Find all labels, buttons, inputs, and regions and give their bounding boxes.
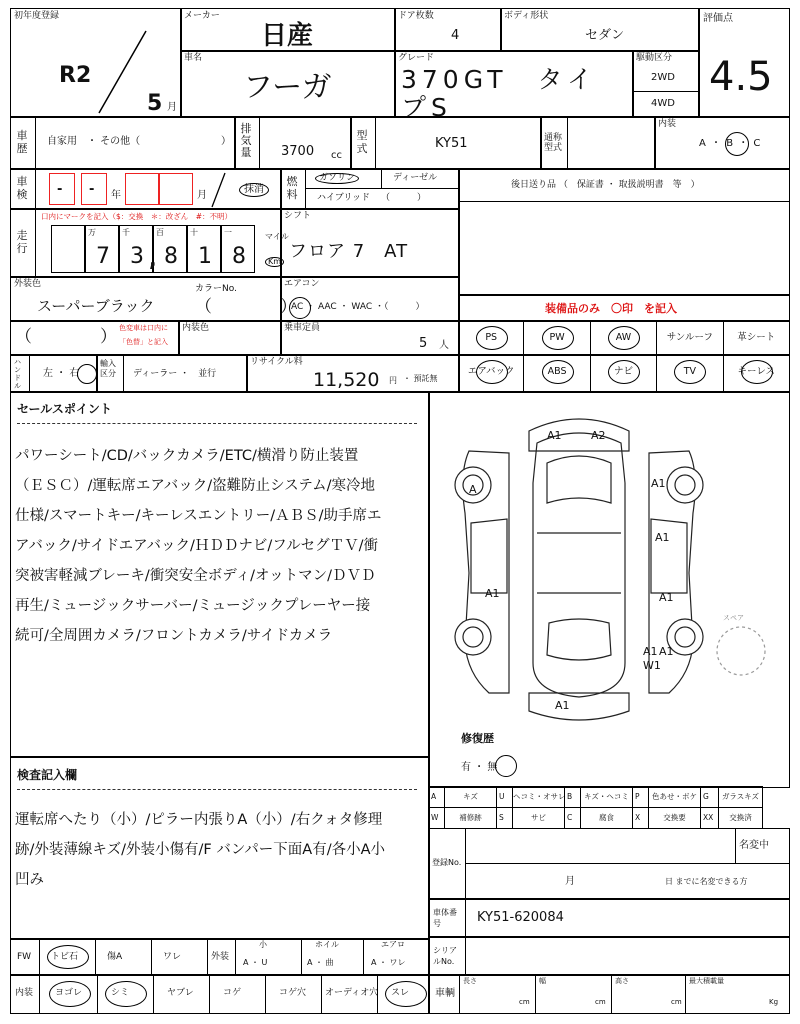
sales-point-line: 突被害軽減ブレーキ/衝突安全ボディ/オットマン/ＤＶＤ (15, 568, 376, 584)
shift-value: フロア 7 AT (289, 241, 409, 262)
fuel-hybrid: ハイブリッド (317, 193, 371, 203)
sales-point-line: 続可/全周囲カメラ/フロントカメラ/サイドカメラ (15, 628, 333, 644)
interior-grade-value: A ・ B ・ C (699, 138, 762, 149)
equipment-item: ナビ (613, 366, 633, 377)
mileage-box (10, 208, 289, 278)
displacement-value: 3700 (281, 144, 315, 159)
first-registration-box (10, 8, 182, 118)
doors-value: 4 (451, 28, 460, 43)
grade-label: グレード (398, 53, 435, 63)
documents-text: 後日送り品 （ 保証書 ・ 取扱説明書 等 ） (511, 180, 700, 190)
recycle-deposit: ・ 預託無 (403, 374, 438, 383)
model-value: KY51 (435, 136, 468, 151)
handle-box (10, 354, 98, 392)
sales-point-line: アバック/サイドエアバック/ＨＤＤナビ/フルセグＴＶ/衝 (15, 538, 379, 554)
ext-color-label: 外装色 (14, 279, 42, 289)
shift-label: シフト (284, 211, 312, 221)
inspection-note-line: 跡/外装薄線キズ/外装小傷有/F バンパー下面A有/各小A小 (15, 842, 386, 858)
maker-box (180, 8, 396, 52)
legend-desc: 色あせ・ボケ (648, 786, 701, 808)
equipment-item: PW (549, 332, 565, 343)
car-front-view (529, 419, 629, 451)
fuel-diesel: ディーゼル (393, 173, 438, 183)
aircon-label: エアコン (284, 279, 320, 289)
equipment-item: ABS (547, 366, 567, 377)
handle-value: 左 ・ 右 (43, 368, 80, 379)
maker-label: メーカー (184, 11, 220, 21)
equipment-header-box (458, 294, 790, 322)
inspection-note-line: 運転席へたり（小）/ピラー内張りA（小）/右クォタ修理 (15, 812, 383, 828)
legend-code: X (632, 807, 649, 829)
equipment-cell (656, 320, 723, 356)
model-label: 型式 (356, 129, 368, 155)
equipment-cell (656, 354, 723, 392)
common-model-box (540, 116, 656, 170)
inspection-notes-text (15, 805, 427, 895)
legend-desc: 腐食 (580, 807, 633, 829)
odometer-place-label: 万 (88, 228, 96, 237)
legend-code: B (564, 786, 581, 808)
serial-label: シリアルNo. (433, 946, 457, 966)
legend-code: A (428, 786, 445, 808)
color-change-box: （ ） 色変車は口内に 「色替」と記入 (10, 320, 180, 356)
body-label: ボディ形状 (504, 11, 549, 21)
slash-divider (91, 29, 151, 115)
legend-code: XX (700, 807, 719, 829)
damage-mark: A1 (555, 699, 570, 712)
name-change-deadline: 日 までに名変できる方 (665, 877, 748, 886)
legend-desc: ガラスキズ (718, 786, 763, 808)
capacity-label: 乗車定員 (284, 323, 321, 333)
score-label: 評価点 (703, 13, 733, 24)
equipment-cell (458, 320, 524, 356)
damage-mark: W1 (643, 659, 661, 672)
fuel-box: 燃料 ガソリン ディーゼル ハイブリッド （ ） (280, 168, 460, 210)
fw-item: 傷A (107, 952, 123, 962)
reg-no-label: 登録No. (432, 858, 462, 867)
chassis-box (428, 898, 790, 938)
equipment-item: キーレス (737, 366, 776, 377)
repair-value: 有 ・ 無 (461, 762, 498, 773)
doors-box (394, 8, 502, 52)
displacement-label: 排気量 (240, 122, 252, 159)
equipment-item: サンルーフ (666, 332, 714, 343)
car-name-box (180, 50, 396, 118)
history-label: 車歴 (16, 129, 28, 155)
odometer-digit: 3 (130, 244, 144, 269)
damage-mark: A1 (659, 645, 674, 658)
damage-mark: A1 (659, 591, 674, 604)
score-box (698, 8, 790, 118)
first-reg-era: R2 (59, 63, 92, 88)
import-box (96, 354, 248, 392)
equipment-item: PS (485, 332, 498, 343)
dimensions-box: 車輌 長さ cm 幅 cm 高さ cm 最大積載量 Kg (428, 974, 790, 1014)
equipment-item: エアバック (467, 366, 515, 377)
chassis-value: KY51-620084 (477, 910, 564, 925)
sales-point-line: 仕様/スマートキー/キーレスエントリー/ＡＢＳ/助手席エ (15, 508, 382, 524)
history-text: 自家用 ・ その他（ (47, 136, 141, 147)
equipment-cell (590, 320, 657, 356)
maker-value: 日産 (261, 21, 314, 51)
mileage-note: 口内にマークを記入（$：交換 ＊：改ざん #：不明） (41, 212, 233, 221)
odometer-digit: 1 (198, 244, 212, 269)
import-value: ディーラー ・ 並行 (133, 369, 217, 379)
fw-label: FW (17, 952, 32, 962)
int-row (10, 974, 430, 1014)
odometer-place-label: 一 (224, 228, 232, 237)
first-reg-month: 5 (147, 91, 163, 116)
recycle-box: リサイクル料 11,520 円 ・ 預託無 (246, 354, 460, 392)
odometer: 万 7 千 3 百 8 十 1 一 8 , (51, 225, 263, 273)
odometer-place-label: 千 (122, 228, 130, 237)
legend-desc: 交換済 (718, 807, 763, 829)
damage-mark: A (469, 483, 477, 496)
shift-box (280, 208, 460, 278)
int-color-box (178, 320, 282, 356)
int-item: ヨゴレ (55, 988, 83, 998)
sales-point-line: 再生/ミュージックサーバー/ミュージックプレーヤー接 (15, 598, 371, 614)
name-change: 名変中 (739, 840, 769, 851)
damage-legend (428, 786, 790, 830)
diagram-box (428, 392, 790, 788)
ext-color-box (10, 276, 297, 322)
legend-code: C (564, 807, 581, 829)
handle-label: ハンドル (14, 358, 21, 390)
registration-box: 登録No. 名変中 月 日 までに名変できる方 (428, 828, 790, 900)
odometer-digit: 8 (232, 244, 246, 269)
chassis-label: 車体番号 (433, 908, 457, 928)
odometer-digit-cell (85, 225, 119, 273)
aircon-box (280, 276, 460, 322)
equipment-cell (723, 320, 790, 356)
legend-code: S (496, 807, 513, 829)
grade-box (394, 50, 634, 122)
odometer-digit-cell (51, 225, 85, 273)
displacement-box: 排気量 3700 cc (234, 116, 352, 170)
equipment-item: AW (615, 332, 632, 343)
ext-color-value: スーパーブラック (37, 297, 155, 315)
dims-label: 車輌 (435, 988, 455, 999)
int-item: ヤブレ (167, 988, 194, 998)
odometer-digit-cell (187, 225, 221, 273)
recycle-label: リサイクル料 (250, 357, 303, 367)
equipment-header: 装備品のみ 〇印 を記入 (545, 302, 677, 315)
drive-4wd: 4WD (651, 98, 675, 109)
legend-code: U (496, 786, 513, 808)
odometer-digit-cell (119, 225, 153, 273)
int-item: コゲ穴 (279, 988, 307, 998)
damage-mark: A1 (655, 531, 670, 544)
sales-points-box (10, 392, 430, 758)
equipment-cell (523, 320, 590, 356)
common-model-label: 通称型式 (544, 133, 563, 153)
documents-box (458, 168, 790, 296)
legend-code: G (700, 786, 719, 808)
fw-row: FW トビ石 傷A ワレ 外装 小 A ・ U ホイル A ・ 曲 エアロ A ・ ワレ (10, 938, 430, 976)
recycle-value: 11,520 (313, 369, 380, 391)
sales-points-text (15, 441, 427, 651)
odometer-digit-cell (221, 225, 255, 273)
inspection-note-line: 凹み (15, 872, 44, 888)
serial-box (428, 936, 790, 976)
legend-code: W (428, 807, 445, 829)
damage-mark: A1 (643, 645, 658, 658)
car-name-label: 車名 (184, 53, 203, 63)
sales-point-line: パワーシート/CD/バックカメラ/ETC/横滑り防止装置 (15, 448, 359, 464)
damage-mark: A1 (547, 429, 562, 442)
damage-mark: A2 (591, 429, 606, 442)
legend-desc: キズ・ヘコミ (580, 786, 633, 808)
aircon-value: AC ・ AAC ・ WAC ・（ ） (291, 302, 425, 312)
odometer-digit: 7 (96, 244, 110, 269)
spare-tire (717, 627, 765, 675)
grade-line1: 370GT タイ (401, 65, 597, 94)
repair-label: 修復歴 (461, 732, 494, 745)
sales-point-line: （ＥＳＣ）/運転席エアバック/盗難防止システム/寒冷地 (15, 478, 376, 494)
legend-desc: キズ (444, 786, 497, 808)
odometer-place-label: 百 (156, 228, 164, 237)
int-row-label: 内装 (15, 988, 34, 998)
inspection-notes-box (10, 756, 430, 940)
int-color-label: 内装色 (182, 323, 210, 333)
color-change-note1: 色変車は口内に (119, 324, 168, 332)
grade-line2: プS (401, 93, 452, 122)
inspection-none: 抹消 (239, 183, 269, 197)
capacity-box: 乗車定員 5 人 (280, 320, 460, 356)
first-reg-label: 初年度登録 (14, 11, 60, 21)
odometer-digit: 8 (164, 244, 178, 269)
equipment-cell (590, 354, 657, 392)
interior-grade-box (654, 116, 790, 170)
legend-desc: サビ (512, 807, 565, 829)
drive-box (632, 50, 700, 118)
drive-label: 駆動区分 (636, 53, 673, 63)
equipment-item: 革シート (737, 332, 776, 343)
fuel-gasoline: ガソリン (315, 173, 359, 184)
damage-mark: A1 (485, 587, 500, 600)
odometer-place-label: 十 (190, 228, 198, 237)
damage-mark: A1 (651, 477, 666, 490)
equipment-cell (723, 354, 790, 392)
doors-label: ドア枚数 (398, 11, 434, 21)
color-no-label: カラーNo. (195, 284, 237, 294)
legend-code: P (632, 786, 649, 808)
car-name-value: フーガ (243, 70, 332, 105)
color-no-value: （ ） (195, 297, 297, 317)
ext-small-vals: A ・ U (243, 958, 268, 967)
inspection-notes-title: 検査記入欄 (17, 768, 78, 782)
sales-points-title: セールスポイント (17, 402, 112, 416)
equipment-cell (523, 354, 590, 392)
score-value: 4.5 (709, 54, 773, 100)
aero-vals: A ・ ワレ (371, 958, 406, 967)
unit-km: Km (265, 257, 284, 267)
int-item: スレ (391, 988, 410, 998)
int-item: オーディオ穴 (325, 988, 379, 998)
history-box: 車歴 自家用 ・ その他（ ） (10, 116, 236, 170)
inspection-box: 車検 - - 年 月 抹消 (10, 168, 282, 210)
capacity-value: 5 (419, 336, 428, 351)
unit-mile: マイル (265, 232, 289, 241)
equipment-cell (458, 354, 524, 392)
body-value: セダン (585, 28, 625, 43)
legend-desc: ヘコミ・オサレ (512, 786, 565, 808)
car-diagram (429, 393, 789, 787)
odometer-digit-cell (153, 225, 187, 273)
body-box (500, 8, 700, 52)
import-label: 輸入区分 (100, 359, 116, 378)
legend-desc: 補修跡 (444, 807, 497, 829)
int-item: コゲ (223, 988, 242, 998)
inspection-label: 車検 (16, 175, 28, 201)
wheel-vals: A ・ 曲 (307, 958, 334, 967)
fw-item: トビ石 (51, 952, 79, 962)
spare-label: スペア (723, 614, 744, 622)
int-item: シミ (111, 988, 130, 998)
drive-2wd: 2WD (651, 72, 675, 83)
ext-small-label: 外装 (211, 952, 230, 962)
interior-grade-label: 内装 (658, 119, 677, 129)
equipment-grid (458, 320, 790, 392)
interior-grade-circle (725, 132, 749, 156)
color-change-note2: 「色替」と記入 (119, 338, 168, 346)
fuel-label: 燃料 (286, 175, 298, 201)
first-reg-month-unit: 月 (167, 102, 177, 113)
fw-item: ワレ (163, 952, 182, 962)
mileage-label: 走行 (16, 229, 28, 255)
legend-desc: 交換要 (648, 807, 701, 829)
model-box (350, 116, 542, 170)
equipment-item: TV (683, 366, 697, 377)
